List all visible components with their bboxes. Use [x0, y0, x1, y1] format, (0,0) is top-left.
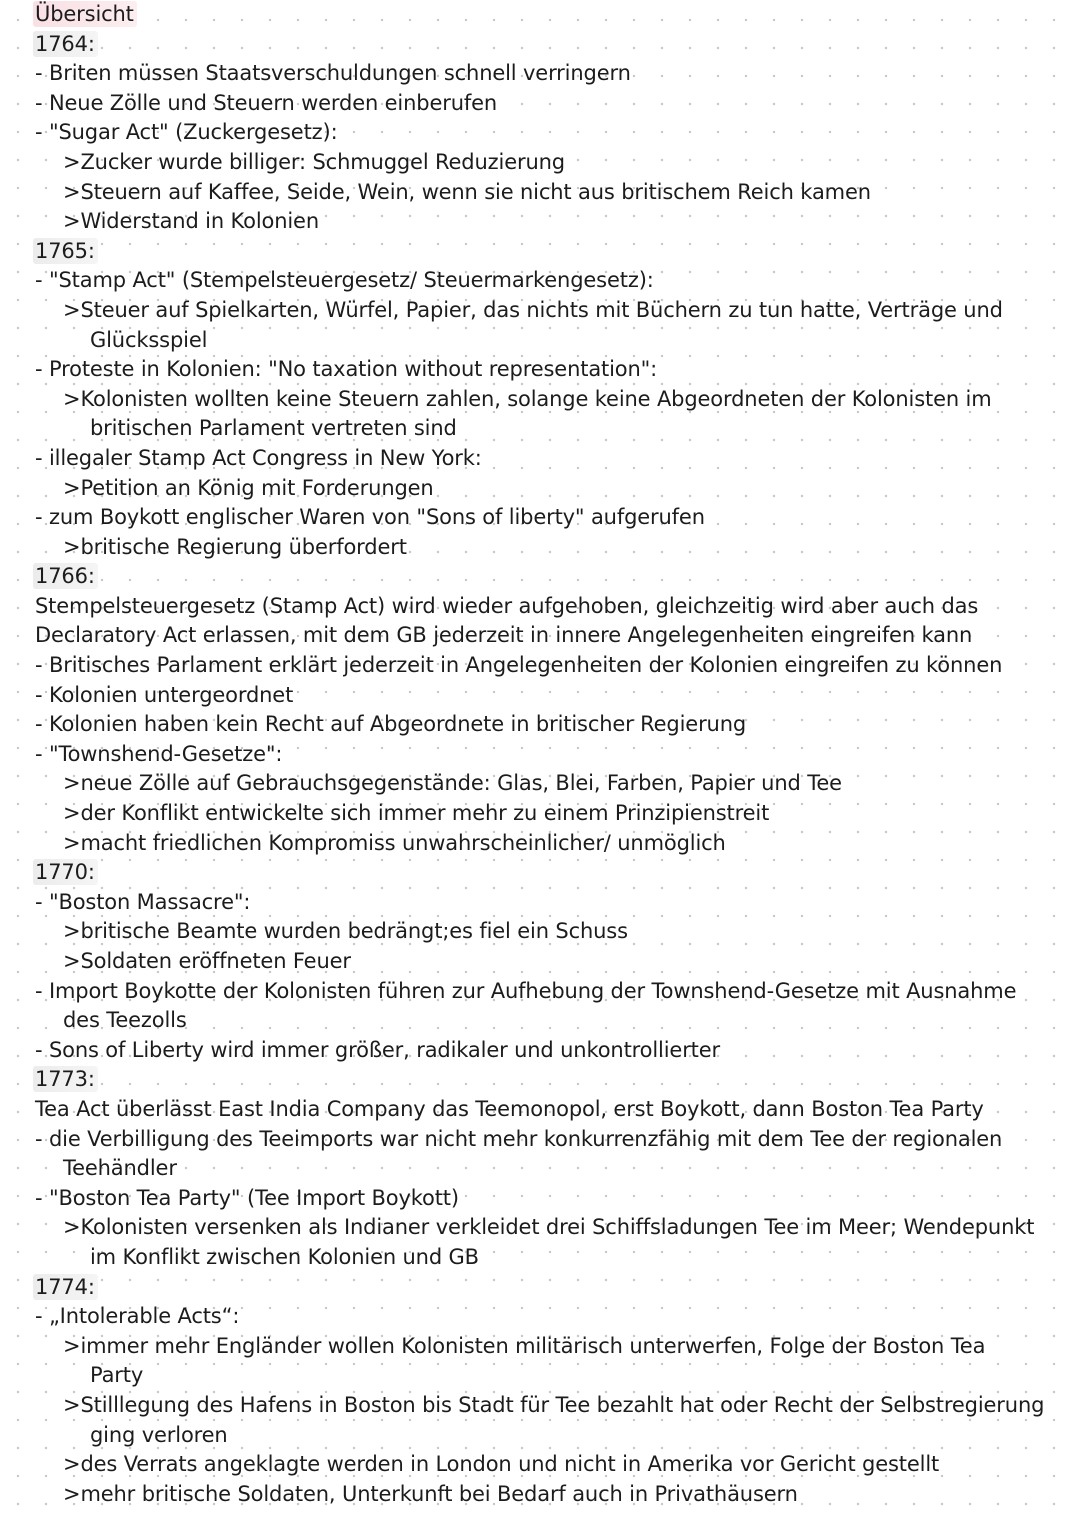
year-heading: 1770: [33, 859, 98, 885]
sub-note-line: des Teezolls [63, 1008, 187, 1033]
sub-note-line: >Stilllegung des Hafens in Boston bis Stadt für Tee bezahlt hat oder Recht der Selbstregierung [63, 1392, 1045, 1417]
sub-note-line: >des Verrats angeklagte werden in London und nicht in Amerika vor Gericht gestellt [63, 1452, 940, 1477]
note-line: - Britisches Parlament erklärt jederzeit in Angelegenheiten der Kolonien eingreifen zu können [35, 653, 1003, 678]
note-lines [0, 30, 1080, 1510]
year-heading-line [0, 1273, 1080, 1303]
sub-note-line: >Steuer auf Spielkarten, Würfel, Papier, das nichts mit Büchern zu tun hatte, Verträge und [63, 297, 1003, 322]
year-heading: 1764: [33, 31, 98, 57]
note-line: - "Boston Tea Party" (Tee Import Boykott) [35, 1185, 459, 1210]
sub-note-line: >neue Zölle auf Gebrauchsgegenstände: Glas, Blei, Farben, Papier und Tee [63, 771, 842, 796]
sub-note-line: >Kolonisten wollten keine Steuern zahlen, solange keine Abgeordneten der Kolonisten im [63, 386, 992, 411]
year-heading-line [0, 30, 1080, 60]
note-line: - Neue Zölle und Steuern werden einberufen [35, 90, 498, 115]
note-line: Tea Act überlässt East India Company das Teemonopol, erst Boykott, dann Boston Tea Party [35, 1096, 984, 1121]
sub-note-line: Glücksspiel [90, 327, 208, 352]
note-line: - "Stamp Act" (Stempelsteuergesetz/ Steuermarkengesetz): [35, 268, 654, 293]
sub-note-line: im Konflikt zwischen Kolonien und GB [90, 1244, 479, 1269]
sub-note-line: Teehändler [63, 1156, 177, 1181]
note-line: - „Intolerable Acts“: [35, 1304, 240, 1329]
sub-note-line: ging verloren [90, 1422, 228, 1447]
note-line: - Sons of Liberty wird immer größer, radikaler und unkontrollierter [35, 1037, 721, 1062]
year-heading: 1765: [33, 238, 98, 264]
sub-note-line: >macht friedlichen Kompromiss unwahrscheinlicher/ unmöglich [63, 830, 726, 855]
sub-note-line: >mehr britische Soldaten, Unterkunft bei Bedarf auch in Privathäusern [63, 1481, 798, 1506]
sub-note-line: >immer mehr Engländer wollen Kolonisten militärisch unterwerfen, Folge der Boston Tea [63, 1333, 986, 1358]
note-line: - "Boston Massacre": [35, 889, 251, 914]
sub-note-line: >Petition an König mit Forderungen [63, 475, 434, 500]
year-heading-line [0, 1065, 1080, 1095]
note-line: - Proteste in Kolonien: "No taxation without representation": [35, 357, 658, 382]
sub-note-line: >britische Regierung überfordert [63, 534, 407, 559]
year-heading: 1773: [33, 1066, 98, 1092]
sub-note-line: >Zucker wurde billiger: Schmuggel Reduzierung [63, 149, 565, 174]
sub-note-line: >britische Beamte wurden bedrängt;es fiel ein Schuss [63, 919, 628, 944]
sub-note-line: >Widerstand in Kolonien [63, 209, 319, 234]
note-line: - Briten müssen Staatsverschuldungen schnell verringern [35, 61, 631, 86]
note-line: - illegaler Stamp Act Congress in New York: [35, 445, 482, 470]
note-line: - Import Boykotte der Kolonisten führen zur Aufhebung der Townshend-Gesetze mit Ausnahme [35, 978, 1017, 1003]
note-line: - die Verbilligung des Teeimports war nicht mehr konkurrenzfähig mit dem Tee der regionalen [35, 1126, 1003, 1151]
sub-note-line: >Soldaten eröffneten Feuer [63, 949, 351, 973]
year-heading-line [0, 858, 1080, 888]
note-line: - zum Boykott englischer Waren von "Sons of liberty" aufgerufen [35, 505, 705, 530]
sub-note-line: >Steuern auf Kaffee, Seide, Wein, wenn sie nicht aus britischem Reich kamen [63, 179, 871, 204]
note-line: - "Sugar Act" (Zuckergesetz): [35, 120, 338, 145]
page-title: Übersicht [33, 1, 137, 27]
note-line: Stempelsteuergesetz (Stamp Act) wird wieder aufgehoben, gleichzeitig wird aber auch das [35, 593, 979, 618]
sub-note-line: britischen Parlament vertreten sind [90, 416, 457, 441]
year-heading: 1774: [33, 1274, 98, 1300]
sub-note-line: Party [90, 1363, 144, 1388]
sub-note-line: >Kolonisten versenken als Indianer verkleidet drei Schiffsladungen Tee im Meer; Wendepunkt [63, 1215, 1035, 1240]
note-line: Declaratory Act erlassen, mit dem GB jederzeit in innere Angelegenheiten eingreifen kann [35, 623, 973, 648]
year-heading: 1766: [33, 563, 98, 589]
note-line: - Kolonien haben kein Recht auf Abgeordnete in britischer Regierung [35, 712, 747, 737]
title-line [0, 0, 1080, 30]
note-line: - "Townshend-Gesetze": [35, 741, 283, 766]
year-heading-line [0, 237, 1080, 267]
note-line: - Kolonien untergeordnet [35, 682, 294, 707]
year-heading-line [0, 562, 1080, 592]
sub-note-line: >der Konflikt entwickelte sich immer mehr zu einem Prinzipienstreit [63, 801, 770, 826]
